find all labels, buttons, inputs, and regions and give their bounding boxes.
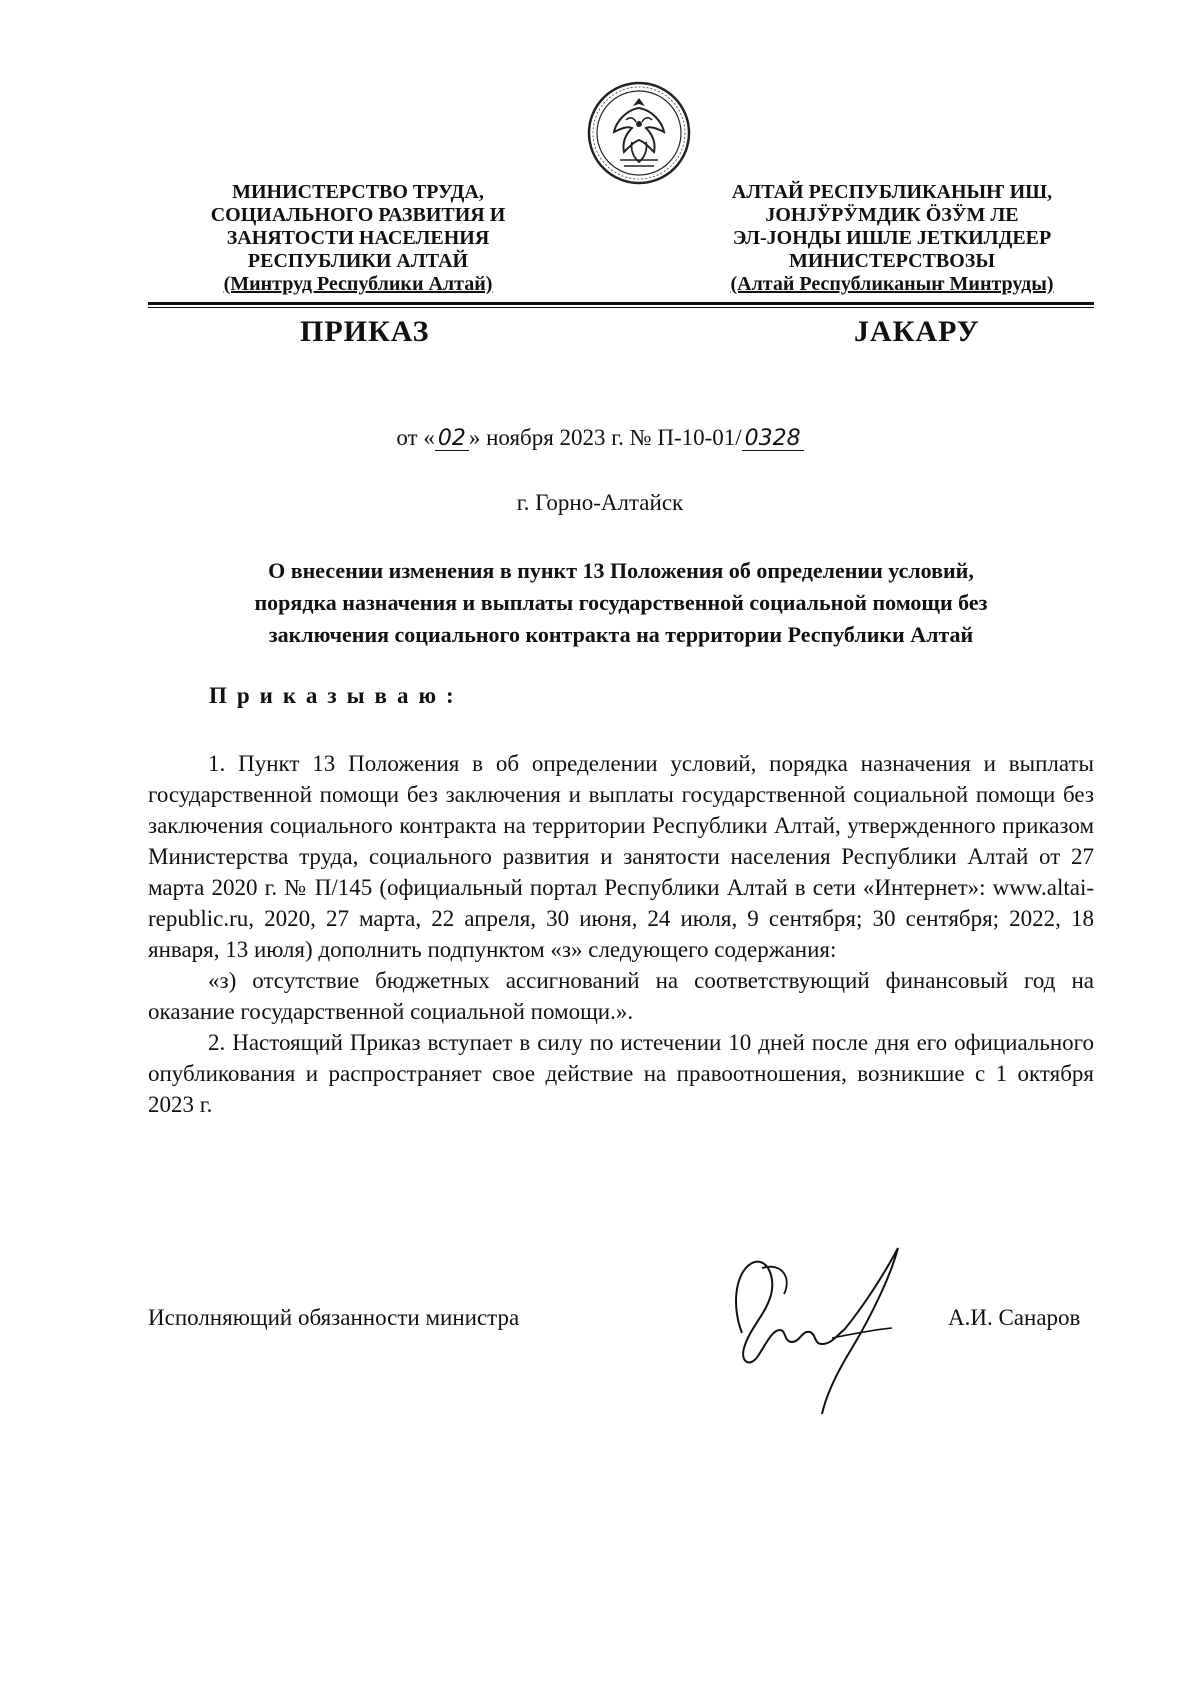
date-number-line (0, 425, 1200, 451)
title-line-2: порядка назначения и выплаты государственной социальной помощи без (254, 590, 988, 615)
signatory-name: А.И. Санаров (948, 1305, 1081, 1330)
header-right-line-4: МИНИСТЕРСТВОЗЫ (788, 250, 995, 272)
header-left-line-4: РЕСПУБЛИКИ АЛТАЙ (247, 250, 469, 272)
header-right-line-1: АЛТАЙ РЕСПУБЛИКАНЫҤ ИШ, (731, 181, 1053, 203)
header-left-line-5: (Минтруд Республики Алтай) (223, 273, 493, 295)
handwritten-signature-icon (722, 1238, 932, 1418)
title-line-3: заключения социального контракта на территории Республики Алтай (268, 622, 974, 647)
header-left-line-3: ЗАНЯТОСТИ НАСЕЛЕНИЯ (226, 227, 490, 249)
header-right-line-5: (Алтай Республиканыҥ Минтруды) (730, 273, 1054, 295)
altai-republic-emblem-icon (586, 80, 692, 186)
orders-word: Приказываю: (209, 683, 464, 708)
body-paragraph-3: 2. Настоящий Приказ вступает в силу по истечении 10 дней после дня его официального опубликования и распространяет свое действие на правоотношения, возникшие с 1 октября 2023 г. (148, 1030, 1094, 1117)
body-paragraph-2: «з) отсутствие бюджетных ассигнований на соответствующий финансовый год на оказание государственной социальной помощи.». (148, 968, 1094, 1024)
doc-type-russian: ПРИКАЗ (300, 315, 430, 348)
handwritten-number: 0328 (742, 428, 804, 451)
signatory-position: Исполняющий обязанности министра (148, 1305, 520, 1330)
ministry-name-altai (672, 181, 1112, 296)
body-paragraph-1: 1. Пункт 13 Положения в об определении условий, порядка назначения и выплаты государственной помощи без заключения и выплаты государственной социальной помощи без заключения социального контракта на территории Республики Алтай, утвержденного приказом Министерства труда, социального развития и занятости населения Республики Алтай от 27 марта 2020 г. № П/145 (официальный портал Республики Алтай в сети «Интернет»: www.altai-republic.ru, 2020, 27 марта, 22 апреля, 30 июня, 24 июля, 9 сентября; 30 сентября; 2022, 18 января, 13 июля) дополнить подпунктом «з» следующего содержания: (148, 751, 1094, 962)
header-divider-thin (148, 307, 1094, 308)
date-prefix: от « (396, 425, 435, 450)
document-body (148, 748, 1094, 1120)
document-title (148, 555, 1094, 651)
date-middle: » ноября 2023 г. № П-10-01/ (468, 425, 742, 450)
header-left-line-1: МИНИСТЕРСТВО ТРУДА, (232, 181, 484, 203)
header-divider-thick (148, 302, 1094, 305)
city: г. Горно-Алтайск (516, 490, 684, 515)
handwritten-day: 02 (435, 428, 469, 451)
doc-type-altai: JАКАРУ (854, 315, 980, 348)
header-right-line-2: JОНJӰРӰМДИК ÖЗӰМ ЛЕ (765, 204, 1019, 226)
header-left-line-2: СОЦИАЛЬНОГО РАЗВИТИЯ И (210, 204, 506, 226)
title-line-1: О внесении изменения в пункт 13 Положения об определении условий, (268, 558, 974, 583)
ministry-name-russian (148, 181, 568, 296)
header-right-line-3: ЭЛ-JОНДЫ ИШЛЕ JЕТКИЛДЕЕР (732, 227, 1052, 249)
